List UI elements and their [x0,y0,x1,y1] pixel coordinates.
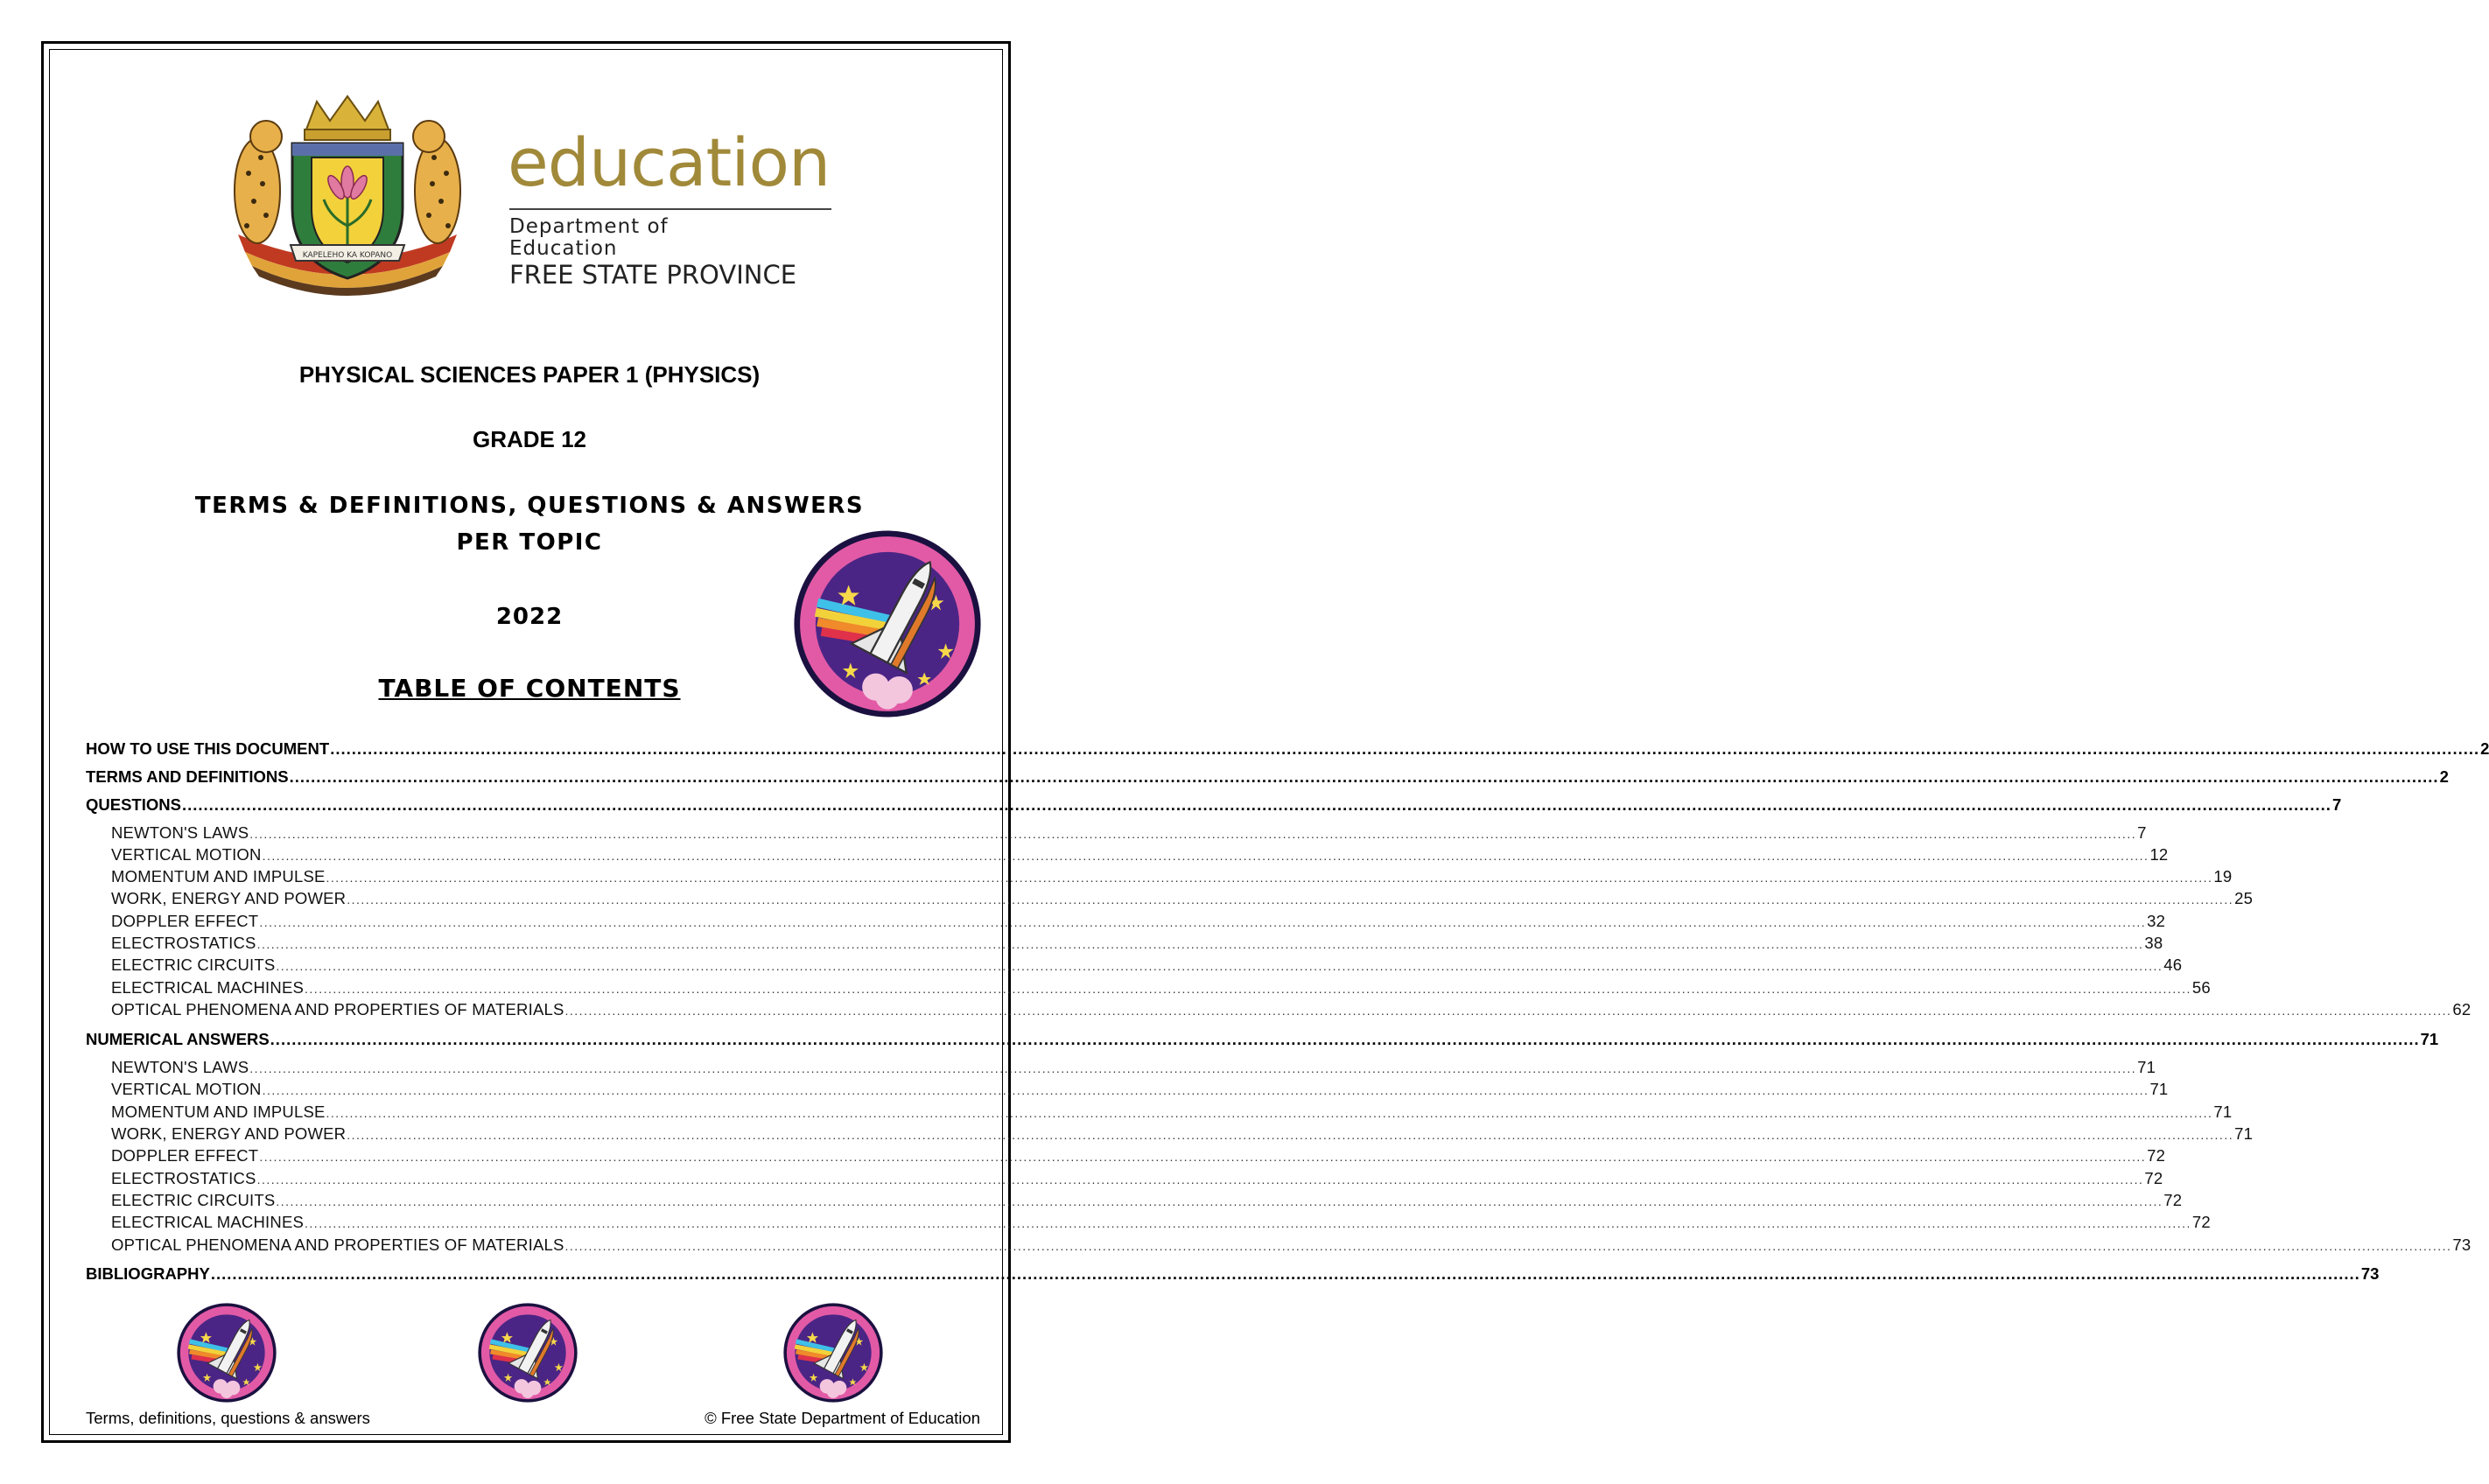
toc-entry-page: 62 [2452,1000,2471,1018]
toc-subsection-entry [111,934,2163,954]
toc-entry-page: 7 [2331,795,2342,814]
document-title: PHYSICAL SCIENCES PAPER 1 (PHYSICS) [298,361,761,388]
toc-entry-label: NEWTON'S LAWS [111,823,249,842]
toc-entry-label: OPTICAL PHENOMENA AND PROPERTIES OF MATERIALS [111,1236,564,1254]
toc-entry-page: 71 [2213,1102,2233,1121]
toc-leader-dots: ................................................................................................................................................................................................................................................................................................................................................................................................................ [305,982,2191,996]
toc-entry-label: ELECTRIC CIRCUITS [111,956,276,974]
toc-entry-label: ELECTROSTATICS [111,934,256,952]
logo-education-line: Education [509,237,618,260]
grade-heading: GRADE 12 [472,426,587,452]
toc-entry-label: WORK, ENERGY AND POWER [111,1124,347,1143]
toc-leader-dots: ................................................................................................................................................................................................................................................................................................................................................................................................................ [289,767,2439,786]
toc-entry-page: 73 [2452,1236,2471,1254]
toc-entry-label: TERMS AND DEFINITIONS [86,767,289,786]
toc-subsection-entry [111,1058,2156,1078]
logo-department-line: Department of [509,215,669,238]
toc-subsection-entry [111,978,2211,998]
toc-leader-dots: ................................................................................................................................................................................................................................................................................................................................................................................................................ [347,892,2234,906]
subtitle-line-1: TERMS & DEFINITIONS, QUESTIONS & ANSWERS [194,493,865,519]
toc-entry-label: OPTICAL PHENOMENA AND PROPERTIES OF MATERIALS [111,1000,564,1018]
toc-leader-dots: ................................................................................................................................................................................................................................................................................................................................................................................................................ [256,1172,2144,1186]
toc-entry-page: 25 [2234,889,2254,907]
toc-leader-dots: ................................................................................................................................................................................................................................................................................................................................................................................................................ [276,1194,2163,1208]
toc-section-entry [86,767,2449,787]
toc-section-entry [86,739,2489,759]
toc-leader-dots: ................................................................................................................................................................................................................................................................................................................................................................................................................ [210,1264,2360,1283]
toc-leader-dots: ................................................................................................................................................................................................................................................................................................................................................................................................................ [564,1239,2452,1253]
toc-entry-page: 7 [2137,823,2147,842]
toc-subsection-entry [111,867,2233,887]
toc-leader-dots: ................................................................................................................................................................................................................................................................................................................................................................................................................ [181,795,2331,814]
toc-entry-label: ELECTRICAL MACHINES [111,978,305,997]
toc-entry-label: WORK, ENERGY AND POWER [111,889,347,907]
toc-leader-dots: ................................................................................................................................................................................................................................................................................................................................................................................................................ [249,1061,2137,1075]
toc-subsection-entry [111,823,2147,844]
toc-subsection-entry [111,1000,2471,1020]
toc-subsection-entry [111,1102,2233,1123]
toc-leader-dots: ................................................................................................................................................................................................................................................................................................................................................................................................................ [276,959,2163,973]
toc-subsection-entry [111,1169,2163,1189]
toc-entry-label: ELECTRICAL MACHINES [111,1213,305,1231]
toc-entry-label: MOMENTUM AND IMPULSE [111,867,326,886]
toc-entry-page: 19 [2213,867,2233,886]
toc-entry-page: 71 [2137,1058,2156,1076]
footer-right-text: © Free State Department of Education [705,1409,980,1427]
toc-section-entry [86,795,2342,815]
toc-entry-label: HOW TO USE THIS DOCUMENT [86,739,330,758]
toc-subsection-entry [111,1146,2166,1166]
toc-leader-dots: ................................................................................................................................................................................................................................................................................................................................................................................................................ [347,1128,2234,1142]
toc-subsection-entry [111,1236,2471,1256]
toc-entry-page: 73 [2360,1264,2380,1283]
toc-entry-label: MOMENTUM AND IMPULSE [111,1102,326,1121]
toc-entry-label: NUMERICAL ANSWERS [86,1030,270,1048]
space-shuttle-badge-icon [476,1301,579,1404]
subtitle-line-2: PER TOPIC [456,529,603,556]
toc-leader-dots: ................................................................................................................................................................................................................................................................................................................................................................................................................ [564,1004,2452,1018]
footer-left-text: Terms, definitions, questions & answers [86,1409,370,1427]
toc-entry-page: 72 [2163,1191,2183,1209]
toc-entry-page: 32 [2147,912,2166,930]
toc-entry-label: DOPPLER EFFECT [111,912,259,930]
toc-entry-label: ELECTROSTATICS [111,1169,256,1187]
toc-leader-dots: ................................................................................................................................................................................................................................................................................................................................................................................................................ [259,1150,2147,1164]
toc-leader-dots: ................................................................................................................................................................................................................................................................................................................................................................................................................ [326,871,2213,885]
toc-entry-page: 71 [2234,1124,2254,1143]
toc-entry-page: 72 [2191,1213,2211,1231]
year-heading: 2022 [495,604,564,630]
toc-entry-page: 46 [2163,956,2183,974]
space-shuttle-badge-icon [790,527,985,721]
toc-leader-dots: ................................................................................................................................................................................................................................................................................................................................................................................................................ [305,1216,2191,1230]
toc-entry-page: 38 [2144,934,2163,952]
toc-entry-page: 2 [2439,767,2449,786]
toc-leader-dots: ................................................................................................................................................................................................................................................................................................................................................................................................................ [262,849,2149,863]
toc-subsection-entry [111,845,2169,865]
toc-subsection-entry [111,1213,2211,1233]
logo-province-line: FREE STATE PROVINCE [509,260,797,290]
toc-entry-page: 56 [2191,978,2211,997]
toc-entry-label: BIBLIOGRAPHY [86,1264,210,1283]
toc-subsection-entry [111,956,2183,976]
toc-leader-dots: ................................................................................................................................................................................................................................................................................................................................................................................................................ [262,1083,2149,1097]
toc-heading: TABLE OF CONTENTS [378,674,681,703]
toc-leader-dots: ................................................................................................................................................................................................................................................................................................................................................................................................................ [259,915,2147,929]
toc-entry-page: 72 [2147,1146,2166,1165]
toc-entry-page: 71 [2149,1080,2169,1098]
toc-leader-dots: ................................................................................................................................................................................................................................................................................................................................................................................................................ [330,739,2480,758]
toc-entry-page: 71 [2420,1030,2439,1048]
toc-leader-dots: ................................................................................................................................................................................................................................................................................................................................................................................................................ [270,1030,2420,1048]
toc-entry-page: 12 [2149,845,2169,864]
toc-entry-label: DOPPLER EFFECT [111,1146,259,1165]
toc-entry-page: 2 [2480,739,2489,758]
toc-subsection-entry [111,1124,2254,1144]
logo-wordmark: education [508,123,831,201]
space-shuttle-badge-icon [175,1301,278,1404]
motto-text: KAPELEHO KA KOPANO [302,251,393,260]
toc-entry-page: 72 [2144,1169,2163,1187]
logo-rule [509,208,831,210]
coat-of-arms-icon [221,94,474,313]
toc-section-entry [86,1030,2439,1049]
toc-section-entry [86,1264,2380,1284]
toc-leader-dots: ................................................................................................................................................................................................................................................................................................................................................................................................................ [326,1106,2213,1120]
toc-subsection-entry [111,1191,2183,1211]
toc-subsection-entry [111,1080,2169,1100]
toc-subsection-entry [111,912,2166,932]
toc-entry-label: VERTICAL MOTION [111,845,262,864]
toc-entry-label: QUESTIONS [86,795,181,814]
toc-leader-dots: ................................................................................................................................................................................................................................................................................................................................................................................................................ [249,827,2137,841]
toc-entry-label: NEWTON'S LAWS [111,1058,249,1076]
space-shuttle-badge-icon [782,1301,885,1404]
toc-leader-dots: ................................................................................................................................................................................................................................................................................................................................................................................................................ [256,937,2144,951]
toc-entry-label: ELECTRIC CIRCUITS [111,1191,276,1209]
toc-entry-label: VERTICAL MOTION [111,1080,262,1098]
toc-subsection-entry [111,889,2254,909]
